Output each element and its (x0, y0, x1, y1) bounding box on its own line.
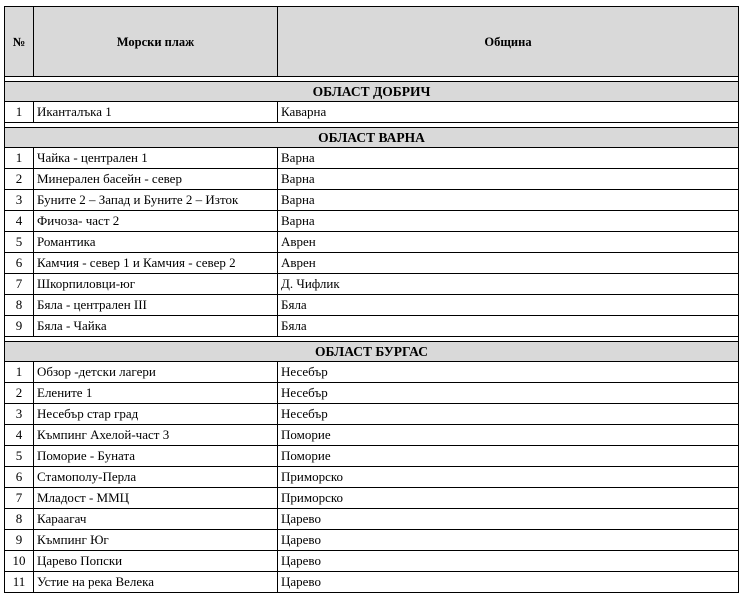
municipality-name: Приморско (278, 467, 739, 488)
header-beach: Морски плаж (34, 7, 278, 77)
municipality-name: Аврен (278, 232, 739, 253)
row-number: 8 (5, 509, 34, 530)
row-number: 2 (5, 383, 34, 404)
municipality-name: Бяла (278, 316, 739, 337)
row-number: 4 (5, 425, 34, 446)
municipality-name: Варна (278, 148, 739, 169)
region-row (5, 342, 739, 362)
row-number: 10 (5, 551, 34, 572)
row-number: 4 (5, 211, 34, 232)
beach-name: Камчия - север 1 и Камчия - север 2 (34, 253, 278, 274)
municipality-name: Несебър (278, 383, 739, 404)
municipality-name: Царево (278, 509, 739, 530)
header-row (5, 7, 739, 77)
table-row (5, 467, 739, 488)
region-title: ОБЛАСТ ВАРНА (5, 128, 739, 148)
beach-name: Фичоза- част 2 (34, 211, 278, 232)
municipality-name: Аврен (278, 253, 739, 274)
row-number: 7 (5, 274, 34, 295)
beach-name: Поморие - Буната (34, 446, 278, 467)
beach-name: Устие на река Велека (34, 572, 278, 593)
beach-name: Бяла - централен III (34, 295, 278, 316)
header-num: № (5, 7, 34, 77)
beach-name: Къмпинг Ахелой-част 3 (34, 425, 278, 446)
table-row (5, 551, 739, 572)
beach-name: Къмпинг Юг (34, 530, 278, 551)
row-number: 2 (5, 169, 34, 190)
table-row (5, 404, 739, 425)
table-row (5, 509, 739, 530)
row-number: 5 (5, 232, 34, 253)
region-title: ОБЛАСТ ДОБРИЧ (5, 82, 739, 102)
municipality-name: Несебър (278, 362, 739, 383)
table-row (5, 148, 739, 169)
row-number: 11 (5, 572, 34, 593)
municipality-name: Варна (278, 211, 739, 232)
table-body (5, 77, 739, 593)
table-row (5, 383, 739, 404)
beach-name: Шкорпиловци-юг (34, 274, 278, 295)
municipality-name: Царево (278, 551, 739, 572)
beach-name: Обзор -детски лагери (34, 362, 278, 383)
table-row (5, 488, 739, 509)
municipality-name: Варна (278, 190, 739, 211)
beach-name: Чайка - централен 1 (34, 148, 278, 169)
table-row (5, 446, 739, 467)
beach-name: Елените 1 (34, 383, 278, 404)
table-row (5, 253, 739, 274)
municipality-name: Царево (278, 530, 739, 551)
beach-name: Стамополу-Перла (34, 467, 278, 488)
row-number: 5 (5, 446, 34, 467)
table-row (5, 274, 739, 295)
region-row (5, 128, 739, 148)
region-title: ОБЛАСТ БУРГАС (5, 342, 739, 362)
row-number: 7 (5, 488, 34, 509)
municipality-name: Варна (278, 169, 739, 190)
municipality-name: Приморско (278, 488, 739, 509)
municipality-name: Царево (278, 572, 739, 593)
beach-name: Младост - ММЦ (34, 488, 278, 509)
municipality-name: Поморие (278, 425, 739, 446)
beach-name: Караагач (34, 509, 278, 530)
row-number: 1 (5, 148, 34, 169)
table-row (5, 572, 739, 593)
beach-name: Бяла - Чайка (34, 316, 278, 337)
table-row (5, 362, 739, 383)
beach-name: Минерален басейн - север (34, 169, 278, 190)
table-row (5, 190, 739, 211)
municipality-name: Бяла (278, 295, 739, 316)
table-row (5, 169, 739, 190)
municipality-name: Каварна (278, 102, 739, 123)
table-row (5, 295, 739, 316)
row-number: 9 (5, 316, 34, 337)
header-municipality: Община (278, 7, 739, 77)
municipality-name: Д. Чифлик (278, 274, 739, 295)
municipality-name: Несебър (278, 404, 739, 425)
beach-name: Романтика (34, 232, 278, 253)
table-row (5, 316, 739, 337)
municipality-name: Поморие (278, 446, 739, 467)
row-number: 3 (5, 190, 34, 211)
beach-name: Несебър стар град (34, 404, 278, 425)
table-row (5, 530, 739, 551)
table-row (5, 211, 739, 232)
row-number: 9 (5, 530, 34, 551)
beaches-table (4, 6, 739, 593)
row-number: 1 (5, 102, 34, 123)
row-number: 3 (5, 404, 34, 425)
row-number: 1 (5, 362, 34, 383)
table-row (5, 232, 739, 253)
row-number: 6 (5, 467, 34, 488)
table-row (5, 425, 739, 446)
beach-name: Иканталъка 1 (34, 102, 278, 123)
beach-name: Буните 2 – Запад и Буните 2 – Изток (34, 190, 278, 211)
beach-name: Царево Попски (34, 551, 278, 572)
row-number: 8 (5, 295, 34, 316)
region-row (5, 82, 739, 102)
table-row (5, 102, 739, 123)
row-number: 6 (5, 253, 34, 274)
